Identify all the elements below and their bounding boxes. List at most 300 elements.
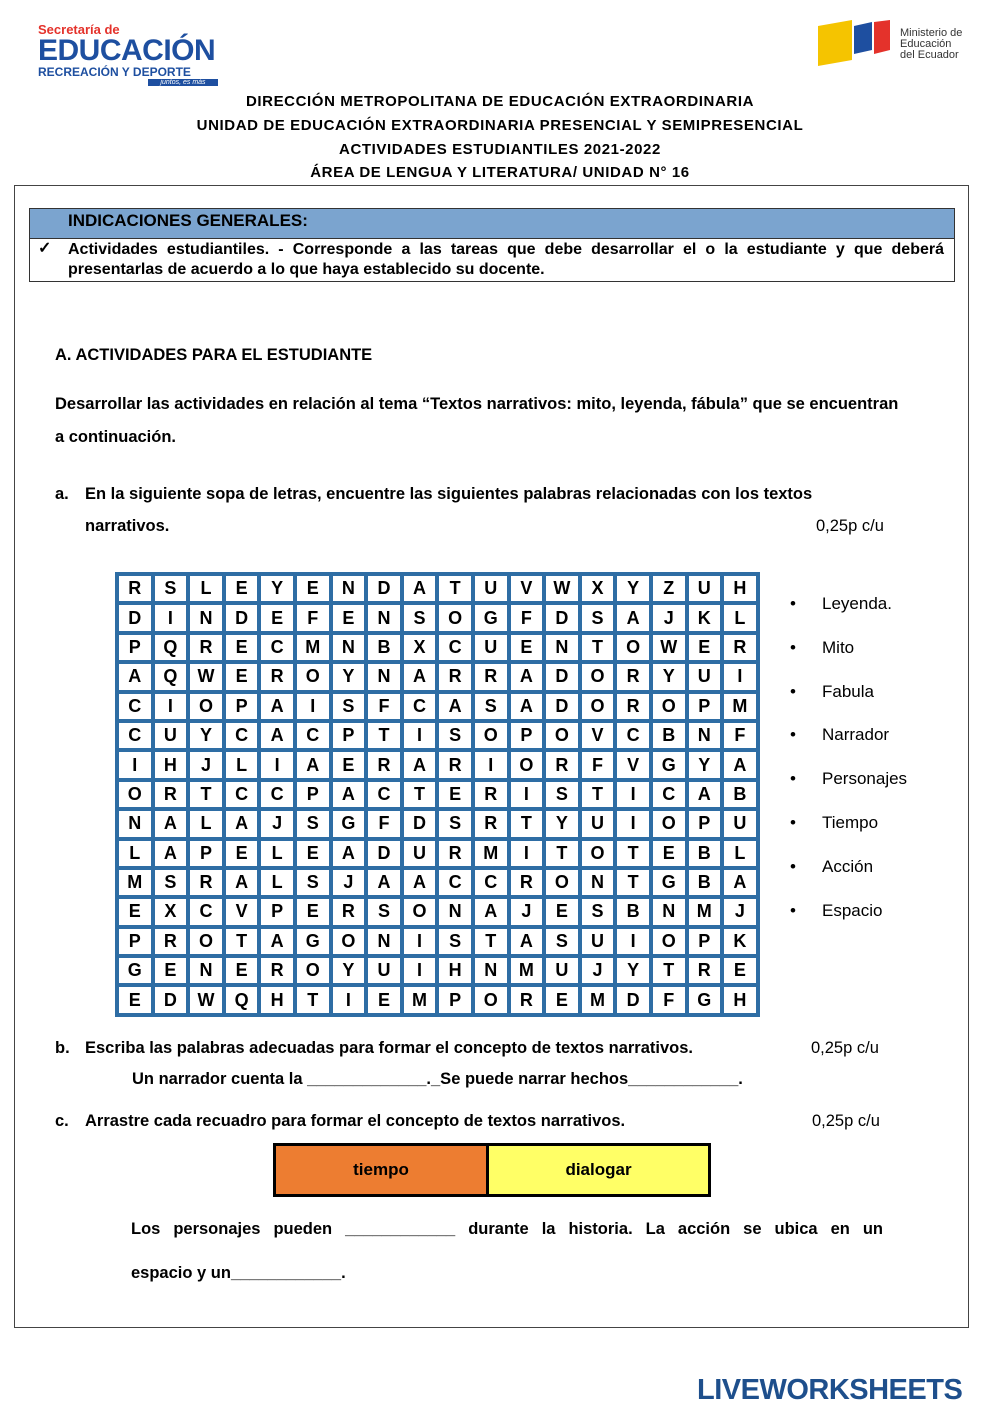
grid-cell[interactable]: A bbox=[509, 927, 545, 956]
grid-cell[interactable]: L bbox=[188, 574, 224, 603]
grid-cell[interactable]: A bbox=[722, 868, 758, 897]
grid-cell[interactable]: H bbox=[153, 750, 189, 779]
grid-cell[interactable]: V bbox=[509, 574, 545, 603]
item-b-points: 0,25p c/u bbox=[811, 1039, 879, 1057]
grid-cell[interactable]: C bbox=[366, 780, 402, 809]
grid-cell[interactable]: T bbox=[580, 633, 616, 662]
grid-cell[interactable]: A bbox=[687, 780, 723, 809]
grid-cell[interactable]: Q bbox=[153, 633, 189, 662]
grid-cell[interactable]: Y bbox=[615, 574, 651, 603]
grid-cell[interactable]: F bbox=[366, 692, 402, 721]
grid-cell[interactable]: J bbox=[188, 750, 224, 779]
grid-cell[interactable]: F bbox=[295, 603, 331, 632]
grid-cell[interactable]: O bbox=[437, 603, 473, 632]
grid-cell[interactable]: S bbox=[544, 927, 580, 956]
grid-cell[interactable]: D bbox=[544, 662, 580, 691]
grid-cell[interactable]: T bbox=[509, 809, 545, 838]
grid-cell[interactable]: S bbox=[331, 692, 367, 721]
grid-cell[interactable]: A bbox=[509, 662, 545, 691]
grid-cell[interactable]: B bbox=[615, 897, 651, 926]
grid-cell[interactable]: O bbox=[509, 750, 545, 779]
word-list-item: • Fabula bbox=[790, 682, 907, 726]
grid-cell[interactable]: I bbox=[153, 692, 189, 721]
grid-cell[interactable]: R bbox=[473, 809, 509, 838]
grid-cell[interactable]: G bbox=[687, 985, 723, 1014]
grid-cell[interactable]: N bbox=[188, 603, 224, 632]
grid-cell[interactable]: Y bbox=[331, 662, 367, 691]
grid-cell[interactable]: P bbox=[224, 692, 260, 721]
grid-cell[interactable]: D bbox=[544, 692, 580, 721]
grid-cell[interactable]: E bbox=[509, 633, 545, 662]
grid-cell[interactable]: H bbox=[722, 574, 758, 603]
item-b-sentence[interactable]: Un narrador cuenta la _____________._Se puede narrar hechos____________. bbox=[132, 1070, 743, 1088]
grid-cell[interactable]: P bbox=[687, 927, 723, 956]
grid-cell[interactable]: C bbox=[437, 868, 473, 897]
grid-cell[interactable]: D bbox=[224, 603, 260, 632]
grid-cell[interactable]: X bbox=[153, 897, 189, 926]
grid-cell[interactable]: S bbox=[402, 603, 438, 632]
grid-cell[interactable]: O bbox=[331, 927, 367, 956]
grid-cell[interactable]: R bbox=[259, 662, 295, 691]
grid-cell[interactable]: A bbox=[615, 603, 651, 632]
grid-cell[interactable]: I bbox=[117, 750, 153, 779]
grid-cell[interactable]: Y bbox=[544, 809, 580, 838]
grid-cell[interactable]: L bbox=[117, 839, 153, 868]
grid-cell[interactable]: T bbox=[188, 780, 224, 809]
grid-cell[interactable]: A bbox=[402, 574, 438, 603]
grid-cell[interactable]: E bbox=[117, 985, 153, 1014]
grid-cell[interactable]: P bbox=[117, 927, 153, 956]
grid-cell[interactable]: O bbox=[651, 809, 687, 838]
grid-cell[interactable]: D bbox=[366, 574, 402, 603]
grid-cell[interactable]: C bbox=[259, 780, 295, 809]
ministerio-educacion-logo bbox=[818, 20, 988, 75]
grid-cell[interactable]: C bbox=[117, 692, 153, 721]
grid-cell[interactable]: M bbox=[295, 633, 331, 662]
liveworksheets-logo: LIVEWORKSHEETS bbox=[697, 1374, 963, 1406]
grid-cell[interactable]: A bbox=[402, 662, 438, 691]
grid-cell[interactable]: N bbox=[366, 927, 402, 956]
grid-cell[interactable]: Y bbox=[259, 574, 295, 603]
grid-cell[interactable]: X bbox=[402, 633, 438, 662]
grid-cell[interactable]: U bbox=[366, 956, 402, 985]
grid-cell[interactable]: W bbox=[188, 662, 224, 691]
grid-cell[interactable]: R bbox=[437, 662, 473, 691]
flag-logo-icon bbox=[818, 20, 890, 70]
header-line: UNIDAD DE EDUCACIÓN EXTRAORDINARIA PRESENCIAL Y SEMIPRESENCIAL bbox=[196, 117, 804, 134]
grid-cell[interactable]: P bbox=[259, 897, 295, 926]
grid-cell[interactable]: U bbox=[473, 574, 509, 603]
grid-cell[interactable]: I bbox=[295, 692, 331, 721]
grid-cell[interactable]: A bbox=[473, 897, 509, 926]
grid-cell[interactable]: M bbox=[687, 897, 723, 926]
grid-cell[interactable]: S bbox=[295, 809, 331, 838]
grid-cell[interactable]: S bbox=[437, 927, 473, 956]
grid-cell[interactable]: A bbox=[224, 868, 260, 897]
grid-cell[interactable]: K bbox=[687, 603, 723, 632]
grid-cell[interactable]: I bbox=[615, 780, 651, 809]
grid-cell[interactable]: A bbox=[295, 750, 331, 779]
grid-cell[interactable]: B bbox=[687, 868, 723, 897]
grid-cell[interactable]: T bbox=[224, 927, 260, 956]
grid-cell[interactable]: M bbox=[402, 985, 438, 1014]
grid-cell[interactable]: E bbox=[295, 839, 331, 868]
grid-cell[interactable]: O bbox=[402, 897, 438, 926]
grid-cell[interactable]: L bbox=[259, 839, 295, 868]
grid-cell[interactable]: V bbox=[224, 897, 260, 926]
grid-cell[interactable]: Q bbox=[153, 662, 189, 691]
item-c-sentence[interactable]: Los personajes pueden ____________ durante la historia. La acción se ubica en un bbox=[131, 1220, 883, 1238]
grid-cell[interactable]: W bbox=[188, 985, 224, 1014]
grid-cell[interactable]: D bbox=[117, 603, 153, 632]
item-a-text: En la siguiente sopa de letras, encuentre las siguientes palabras relacionadas con los textos bbox=[85, 485, 813, 503]
grid-cell[interactable]: D bbox=[153, 985, 189, 1014]
drag-tile-tiempo[interactable]: tiempo bbox=[276, 1146, 489, 1194]
grid-cell[interactable]: N bbox=[580, 868, 616, 897]
grid-cell[interactable]: U bbox=[473, 633, 509, 662]
grid-cell[interactable]: H bbox=[437, 956, 473, 985]
grid-cell[interactable]: R bbox=[259, 956, 295, 985]
grid-cell[interactable]: L bbox=[722, 603, 758, 632]
grid-cell[interactable]: R bbox=[509, 985, 545, 1014]
grid-cell[interactable]: E bbox=[153, 956, 189, 985]
grid-cell[interactable]: R bbox=[188, 868, 224, 897]
grid-cell[interactable]: A bbox=[402, 868, 438, 897]
grid-cell[interactable]: O bbox=[544, 868, 580, 897]
grid-cell[interactable]: R bbox=[437, 839, 473, 868]
grid-cell[interactable]: T bbox=[366, 721, 402, 750]
grid-cell[interactable]: E bbox=[224, 662, 260, 691]
grid-cell[interactable]: H bbox=[722, 985, 758, 1014]
grid-cell[interactable]: K bbox=[722, 927, 758, 956]
grid-cell[interactable]: T bbox=[402, 780, 438, 809]
grid-cell[interactable]: I bbox=[153, 603, 189, 632]
grid-cell[interactable]: P bbox=[117, 633, 153, 662]
grid-cell[interactable]: N bbox=[117, 809, 153, 838]
grid-cell[interactable]: B bbox=[687, 839, 723, 868]
grid-cell[interactable]: G bbox=[117, 956, 153, 985]
logo-text: del Ecuador bbox=[900, 49, 959, 61]
grid-cell[interactable]: J bbox=[509, 897, 545, 926]
grid-cell[interactable]: Y bbox=[615, 956, 651, 985]
grid-cell[interactable]: E bbox=[224, 839, 260, 868]
grid-cell[interactable]: M bbox=[117, 868, 153, 897]
grid-cell[interactable]: L bbox=[224, 750, 260, 779]
header-line: DIRECCIÓN METROPOLITANA DE EDUCACIÓN EXTRAORDINARIA bbox=[245, 93, 755, 110]
logo-text: Ministerio de bbox=[900, 27, 963, 39]
grid-cell[interactable]: U bbox=[544, 956, 580, 985]
grid-cell[interactable]: R bbox=[615, 692, 651, 721]
grid-cell[interactable]: J bbox=[331, 868, 367, 897]
grid-cell[interactable]: I bbox=[509, 780, 545, 809]
word-search-grid[interactable] bbox=[115, 572, 760, 1017]
grid-cell[interactable]: R bbox=[153, 927, 189, 956]
word-list-item: • Acción bbox=[790, 857, 907, 901]
grid-cell[interactable]: A bbox=[331, 780, 367, 809]
grid-cell[interactable]: E bbox=[544, 897, 580, 926]
grid-cell[interactable]: S bbox=[473, 692, 509, 721]
grid-cell[interactable]: U bbox=[153, 721, 189, 750]
grid-cell[interactable]: R bbox=[153, 780, 189, 809]
grid-cell[interactable]: I bbox=[615, 927, 651, 956]
grid-cell[interactable]: L bbox=[188, 809, 224, 838]
grid-cell[interactable]: B bbox=[366, 633, 402, 662]
grid-cell[interactable]: E bbox=[687, 633, 723, 662]
grid-cell[interactable]: M bbox=[509, 956, 545, 985]
grid-cell[interactable]: Y bbox=[331, 956, 367, 985]
grid-cell[interactable]: C bbox=[651, 780, 687, 809]
grid-cell[interactable]: C bbox=[402, 692, 438, 721]
grid-cell[interactable]: E bbox=[437, 780, 473, 809]
grid-cell[interactable]: C bbox=[224, 721, 260, 750]
grid-cell[interactable]: O bbox=[580, 692, 616, 721]
grid-cell[interactable]: S bbox=[580, 897, 616, 926]
grid-cell[interactable]: A bbox=[437, 692, 473, 721]
grid-cell[interactable]: F bbox=[580, 750, 616, 779]
grid-cell[interactable]: M bbox=[580, 985, 616, 1014]
grid-cell[interactable]: T bbox=[615, 839, 651, 868]
grid-cell[interactable]: E bbox=[651, 839, 687, 868]
grid-cell[interactable]: T bbox=[437, 574, 473, 603]
grid-cell[interactable]: I bbox=[402, 956, 438, 985]
grid-cell[interactable]: A bbox=[259, 692, 295, 721]
grid-cell[interactable]: W bbox=[544, 574, 580, 603]
grid-cell[interactable]: E bbox=[259, 603, 295, 632]
grid-cell[interactable]: O bbox=[544, 721, 580, 750]
grid-cell[interactable]: N bbox=[331, 633, 367, 662]
grid-cell[interactable]: J bbox=[259, 809, 295, 838]
grid-cell[interactable]: N bbox=[544, 633, 580, 662]
grid-cell[interactable]: E bbox=[544, 985, 580, 1014]
section-a-title: A. ACTIVIDADES PARA EL ESTUDIANTE bbox=[55, 346, 373, 364]
grid-cell[interactable]: J bbox=[722, 897, 758, 926]
grid-cell[interactable]: T bbox=[295, 985, 331, 1014]
grid-cell[interactable]: I bbox=[722, 662, 758, 691]
grid-cell[interactable]: R bbox=[437, 750, 473, 779]
grid-cell[interactable]: M bbox=[722, 692, 758, 721]
grid-cell[interactable]: O bbox=[651, 927, 687, 956]
grid-cell[interactable]: E bbox=[366, 985, 402, 1014]
grid-cell[interactable]: E bbox=[331, 750, 367, 779]
grid-cell[interactable]: W bbox=[651, 633, 687, 662]
grid-cell[interactable]: A bbox=[331, 839, 367, 868]
grid-cell[interactable]: E bbox=[117, 897, 153, 926]
grid-cell[interactable]: O bbox=[580, 839, 616, 868]
grid-cell[interactable]: U bbox=[722, 809, 758, 838]
grid-cell[interactable]: E bbox=[224, 574, 260, 603]
grid-cell[interactable]: A bbox=[722, 750, 758, 779]
grid-cell[interactable]: T bbox=[615, 868, 651, 897]
grid-cell[interactable]: D bbox=[615, 985, 651, 1014]
grid-cell[interactable]: G bbox=[651, 750, 687, 779]
grid-cell[interactable]: U bbox=[687, 662, 723, 691]
grid-cell[interactable]: A bbox=[509, 692, 545, 721]
grid-cell[interactable]: S bbox=[153, 868, 189, 897]
grid-cell[interactable]: R bbox=[722, 633, 758, 662]
grid-cell[interactable]: I bbox=[615, 809, 651, 838]
drag-tile-dialogar[interactable]: dialogar bbox=[489, 1146, 708, 1194]
grid-cell[interactable]: P bbox=[295, 780, 331, 809]
grid-cell[interactable]: R bbox=[615, 662, 651, 691]
grid-cell[interactable]: P bbox=[437, 985, 473, 1014]
grid-cell[interactable]: X bbox=[580, 574, 616, 603]
item-c-sentence[interactable]: espacio y un____________. bbox=[131, 1264, 346, 1282]
grid-cell[interactable]: O bbox=[188, 692, 224, 721]
grid-cell[interactable]: S bbox=[437, 809, 473, 838]
grid-cell[interactable]: N bbox=[651, 897, 687, 926]
grid-cell[interactable]: V bbox=[615, 750, 651, 779]
grid-cell[interactable]: I bbox=[473, 750, 509, 779]
logo-text: Secretaría de bbox=[38, 22, 120, 37]
grid-cell[interactable]: R bbox=[331, 897, 367, 926]
grid-cell[interactable]: I bbox=[509, 839, 545, 868]
grid-cell[interactable]: U bbox=[402, 839, 438, 868]
grid-cell[interactable]: P bbox=[188, 839, 224, 868]
item-c-points: 0,25p c/u bbox=[812, 1112, 880, 1130]
grid-cell[interactable]: A bbox=[153, 839, 189, 868]
grid-cell[interactable]: C bbox=[295, 721, 331, 750]
grid-cell[interactable]: N bbox=[331, 574, 367, 603]
indicaciones-text: Actividades estudiantiles. - Corresponde a las tareas que debe desarrollar el o la estudiante y que deberá presentarlas de acuerdo a lo que haya establecido su docente. bbox=[68, 241, 944, 278]
grid-cell[interactable]: V bbox=[580, 721, 616, 750]
grid-cell[interactable]: S bbox=[544, 780, 580, 809]
grid-cell[interactable]: A bbox=[117, 662, 153, 691]
grid-cell[interactable]: R bbox=[117, 574, 153, 603]
grid-cell[interactable]: R bbox=[509, 868, 545, 897]
grid-cell[interactable]: C bbox=[615, 721, 651, 750]
grid-cell[interactable]: I bbox=[331, 985, 367, 1014]
grid-cell[interactable]: A bbox=[153, 809, 189, 838]
grid-cell[interactable]: A bbox=[366, 868, 402, 897]
grid-cell[interactable]: C bbox=[259, 633, 295, 662]
grid-cell[interactable]: R bbox=[473, 662, 509, 691]
word-list-item: • Narrador bbox=[790, 725, 907, 769]
grid-cell[interactable]: N bbox=[687, 721, 723, 750]
grid-cell[interactable]: P bbox=[331, 721, 367, 750]
grid-cell[interactable]: C bbox=[224, 780, 260, 809]
grid-cell[interactable]: E bbox=[295, 897, 331, 926]
grid-cell[interactable]: P bbox=[687, 692, 723, 721]
grid-cell[interactable]: T bbox=[651, 956, 687, 985]
grid-cell[interactable]: U bbox=[687, 574, 723, 603]
grid-cell[interactable]: B bbox=[651, 721, 687, 750]
grid-cell[interactable]: D bbox=[544, 603, 580, 632]
grid-cell[interactable]: Z bbox=[651, 574, 687, 603]
grid-cell[interactable]: S bbox=[153, 574, 189, 603]
grid-cell[interactable]: G bbox=[473, 603, 509, 632]
grid-cell[interactable]: I bbox=[402, 927, 438, 956]
grid-cell[interactable]: O bbox=[473, 985, 509, 1014]
grid-cell[interactable]: F bbox=[509, 603, 545, 632]
grid-cell[interactable]: A bbox=[259, 721, 295, 750]
grid-cell[interactable]: F bbox=[722, 721, 758, 750]
grid-cell[interactable]: I bbox=[259, 750, 295, 779]
grid-cell[interactable]: P bbox=[687, 809, 723, 838]
grid-cell[interactable]: O bbox=[188, 927, 224, 956]
indicaciones-box bbox=[29, 208, 955, 282]
grid-cell[interactable]: R bbox=[687, 956, 723, 985]
grid-cell[interactable]: N bbox=[366, 662, 402, 691]
grid-cell[interactable]: F bbox=[651, 985, 687, 1014]
grid-cell[interactable]: A bbox=[224, 809, 260, 838]
grid-cell[interactable]: U bbox=[580, 809, 616, 838]
grid-cell[interactable]: T bbox=[473, 927, 509, 956]
grid-cell[interactable]: G bbox=[331, 809, 367, 838]
grid-cell[interactable]: G bbox=[651, 868, 687, 897]
grid-cell[interactable]: R bbox=[188, 633, 224, 662]
logo-text: Educación bbox=[900, 38, 952, 50]
logo-text: EDUCACIÓN bbox=[38, 34, 216, 67]
grid-cell[interactable]: T bbox=[580, 780, 616, 809]
grid-cell[interactable]: Q bbox=[224, 985, 260, 1014]
grid-cell[interactable]: A bbox=[259, 927, 295, 956]
grid-cell[interactable]: J bbox=[580, 956, 616, 985]
grid-cell[interactable]: E bbox=[331, 603, 367, 632]
grid-cell[interactable]: E bbox=[224, 956, 260, 985]
item-b-text: Escriba las palabras adecuadas para formar el concepto de textos narrativos. bbox=[85, 1039, 694, 1057]
grid-cell[interactable]: N bbox=[437, 897, 473, 926]
grid-cell[interactable]: O bbox=[615, 633, 651, 662]
grid-cell[interactable]: G bbox=[295, 927, 331, 956]
grid-cell[interactable]: D bbox=[402, 809, 438, 838]
grid-cell[interactable]: E bbox=[224, 633, 260, 662]
grid-cell[interactable]: T bbox=[544, 839, 580, 868]
grid-cell[interactable]: I bbox=[402, 721, 438, 750]
grid-cell[interactable]: Y bbox=[188, 721, 224, 750]
grid-cell[interactable]: C bbox=[117, 721, 153, 750]
word-list-item: • Personajes bbox=[790, 769, 907, 813]
grid-cell[interactable]: P bbox=[509, 721, 545, 750]
grid-cell[interactable]: O bbox=[473, 721, 509, 750]
grid-cell[interactable]: L bbox=[259, 868, 295, 897]
grid-cell[interactable]: C bbox=[473, 868, 509, 897]
grid-cell[interactable]: N bbox=[366, 603, 402, 632]
grid-cell[interactable]: M bbox=[473, 839, 509, 868]
grid-cell[interactable]: S bbox=[295, 868, 331, 897]
grid-cell[interactable]: O bbox=[295, 662, 331, 691]
grid-cell[interactable]: R bbox=[544, 750, 580, 779]
grid-cell[interactable]: U bbox=[580, 927, 616, 956]
grid-cell[interactable]: N bbox=[473, 956, 509, 985]
grid-cell[interactable]: O bbox=[651, 692, 687, 721]
grid-cell[interactable]: O bbox=[295, 956, 331, 985]
grid-cell[interactable]: Y bbox=[687, 750, 723, 779]
grid-cell[interactable]: F bbox=[366, 809, 402, 838]
grid-cell[interactable]: R bbox=[473, 780, 509, 809]
grid-cell[interactable]: N bbox=[188, 956, 224, 985]
grid-cell[interactable]: S bbox=[366, 897, 402, 926]
grid-cell[interactable]: D bbox=[366, 839, 402, 868]
item-c-text: Arrastre cada recuadro para formar el concepto de textos narrativos. bbox=[85, 1112, 626, 1130]
grid-cell[interactable]: E bbox=[722, 956, 758, 985]
item-a-text: narrativos. bbox=[85, 517, 170, 535]
grid-cell[interactable]: O bbox=[117, 780, 153, 809]
grid-cell[interactable]: J bbox=[651, 603, 687, 632]
grid-cell[interactable]: S bbox=[437, 721, 473, 750]
grid-cell[interactable]: H bbox=[259, 985, 295, 1014]
grid-cell[interactable]: S bbox=[580, 603, 616, 632]
grid-cell[interactable]: L bbox=[722, 839, 758, 868]
grid-cell[interactable]: Y bbox=[651, 662, 687, 691]
grid-cell[interactable]: E bbox=[295, 574, 331, 603]
grid-cell[interactable]: O bbox=[580, 662, 616, 691]
grid-cell[interactable]: A bbox=[402, 750, 438, 779]
grid-cell[interactable]: C bbox=[188, 897, 224, 926]
grid-cell[interactable]: C bbox=[437, 633, 473, 662]
grid-cell[interactable]: R bbox=[366, 750, 402, 779]
grid-cell[interactable]: B bbox=[722, 780, 758, 809]
word-list-item: • Espacio bbox=[790, 901, 907, 945]
